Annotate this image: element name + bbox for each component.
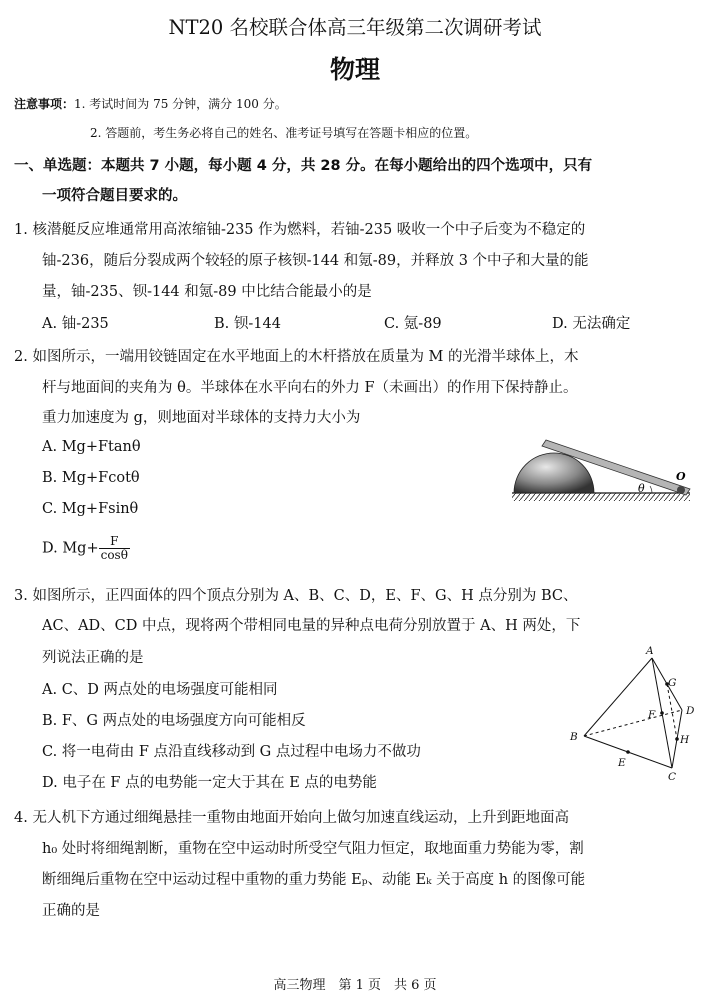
q3-option-d: D. 电子在 F 点的电势能一定大于其在 E 点的电势能 xyxy=(42,775,377,791)
point-f xyxy=(660,711,664,715)
label-g: G xyxy=(668,677,677,689)
section-heading-line1: 一、单选题：本题共 7 小题，每小题 4 分，共 28 分。在每小题给出的四个选项中，只有 xyxy=(14,158,593,174)
label-e: E xyxy=(618,757,626,769)
q3-option-b: B. F、G 两点处的电场强度方向可能相反 xyxy=(42,713,306,729)
q3-line3: 列说法正确的是 xyxy=(42,650,144,666)
section-heading-line2: 一项符合题目要求的。 xyxy=(42,188,187,204)
q1-option-c: C. 氪-89 xyxy=(384,316,442,332)
notice-item-1: 1. 考试时间为 75 分钟，满分 100 分。 xyxy=(74,97,287,111)
label-c: C xyxy=(668,771,677,780)
q2-line2: 杆与地面间的夹角为 θ。半球体在水平向右的外力 F（未画出）的作用下保持静止。 xyxy=(42,380,578,396)
subject-title: 物理 xyxy=(329,55,380,84)
q3-figure-tetrahedron xyxy=(560,642,700,780)
q3-option-c: C. 将一电荷由 F 点沿直线移动到 G 点过程中电场力不做功 xyxy=(42,744,421,760)
q1-line2: 铀-236，随后分裂成两个较轻的原子核钡-144 和氪-89，并释放 3 个中子和大量的能 xyxy=(42,253,589,269)
notice-item-2: 2. 答题前，考生务必将自己的姓名、准考证号填写在答题卡相应的位置。 xyxy=(90,126,478,140)
edge-bd-hidden xyxy=(584,710,682,736)
q2-line1: 2. 如图所示，一端用铰链固定在水平地面上的木杆搭放在质量为 M 的光滑半球体上，木 xyxy=(14,349,579,365)
label-a: A xyxy=(646,645,654,657)
theta-label: θ xyxy=(638,482,645,495)
exam-title: NT20 名校联合体高三年级第二次调研考试 xyxy=(168,16,542,39)
q2-option-d-numerator: F xyxy=(99,535,130,549)
q1-line3: 量，铀-235、钡-144 和氪-89 中比结合能最小的是 xyxy=(42,284,372,300)
ground-hatch xyxy=(512,493,690,501)
label-f: F xyxy=(648,709,656,721)
page-footer: 高三物理 第 1 页 共 6 页 xyxy=(273,978,437,993)
q2-option-d-prefix: D. Mg+ xyxy=(42,540,99,557)
q3-line1: 3. 如图所示，正四面体的四个顶点分别为 A、B、C、D，E、F、G、H 点分别为 BC、 xyxy=(14,588,578,604)
q1-option-a: A. 铀-235 xyxy=(42,316,109,332)
point-h xyxy=(675,737,679,741)
q2-figure xyxy=(500,428,700,508)
notice-block xyxy=(14,95,287,112)
q2-option-d-fraction xyxy=(99,535,130,562)
q2-option-d xyxy=(42,535,130,562)
hinge-pivot xyxy=(677,486,685,494)
q1-option-b: B. 钡-144 xyxy=(214,316,281,332)
q2-line3: 重力加速度为 g，则地面对半球体的支持力大小为 xyxy=(42,410,361,426)
q4-line1: 4. 无人机下方通过细绳悬挂一重物由地面开始向上做匀加速直线运动，上升到距地面高 xyxy=(14,810,569,826)
label-b: B xyxy=(570,731,578,743)
pivot-label: O xyxy=(676,470,686,483)
q1-line1: 1. 核潜艇反应堆通常用高浓缩铀-235 作为燃料，若铀-235 吸收一个中子后变为不稳定的 xyxy=(14,222,586,238)
q3-option-a: A. C、D 两点处的电场强度可能相同 xyxy=(42,682,278,698)
q4-line2: h₀ 处时将细绳割断，重物在空中运动时所受空气阻力恒定，取地面重力势能为零，割 xyxy=(42,841,584,857)
point-e xyxy=(626,750,630,754)
label-h: H xyxy=(680,734,690,746)
angle-arc xyxy=(650,486,652,493)
q2-option-d-denominator: cosθ xyxy=(100,548,128,562)
edge-ab xyxy=(584,658,652,736)
q2-option-a: A. Mg+Ftanθ xyxy=(42,439,141,455)
q1-option-d: D. 无法确定 xyxy=(552,316,631,332)
q3-line2: AC、AD、CD 中点，现将两个带相同电量的异种点电荷分别放置于 A、H 两处，下 xyxy=(42,618,581,634)
q2-option-b: B. Mg+Fcotθ xyxy=(42,470,140,486)
q4-line3: 断细绳后重物在空中运动过程中重物的重力势能 Eₚ、动能 Eₖ 关于高度 h 的图像可能 xyxy=(42,872,586,888)
q2-option-c: C. Mg+Fsinθ xyxy=(42,501,139,517)
notice-label: 注意事项： xyxy=(14,97,75,111)
label-d: D xyxy=(686,705,695,717)
q4-line4: 正确的是 xyxy=(42,903,100,919)
